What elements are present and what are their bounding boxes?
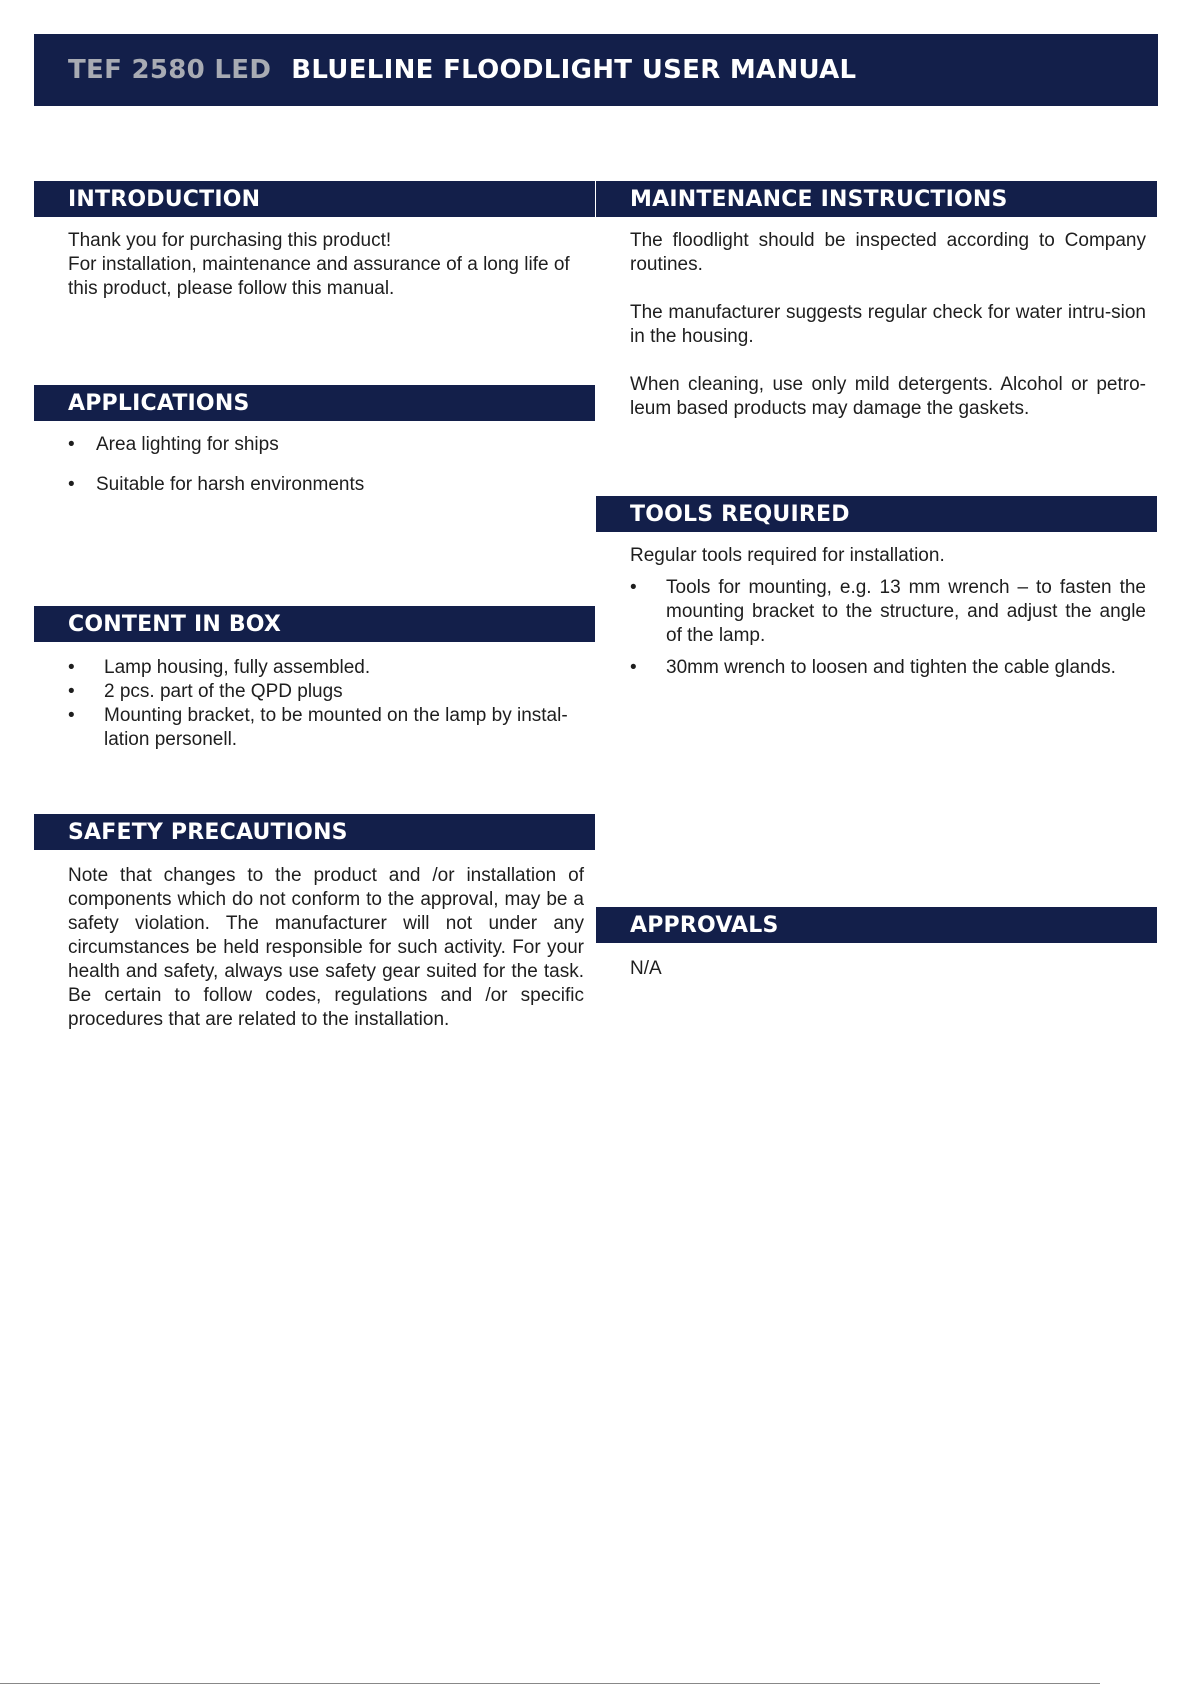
content-in-box-section: [34, 606, 595, 752]
list-item: • 30mm wrench to loosen and tighten the cable glands.: [630, 657, 1116, 678]
maintenance-paragraph-3: When cleaning, use only mild detergents. Alcohol or petro-leum based products may damage the gaskets.: [630, 374, 1146, 419]
bullet-icon: •: [68, 657, 75, 678]
maintenance-heading: MAINTENANCE INSTRUCTIONS: [630, 186, 1008, 212]
applications-list: [68, 433, 584, 497]
applications-section: [34, 385, 595, 513]
applications-body: [34, 421, 595, 497]
safety-heading: SAFETY PRECAUTIONS: [68, 819, 348, 845]
introduction-section: [34, 181, 595, 301]
content-in-box-heading-bar: [34, 606, 595, 642]
tools-heading-bar: [596, 496, 1157, 532]
tools-body: [596, 532, 1157, 680]
safety-section: [34, 814, 595, 1032]
list-item: • 2 pcs. part of the QPD plugs: [68, 681, 343, 702]
introduction-heading-bar: [34, 181, 595, 217]
bullet-icon: •: [68, 681, 75, 702]
bullet-icon: •: [630, 657, 637, 678]
approvals-body: [596, 943, 1157, 981]
bullet-icon: •: [68, 434, 75, 455]
approvals-text: N/A: [630, 958, 662, 979]
safety-body: [34, 850, 595, 1032]
maintenance-paragraph-1: The floodlight should be inspected according to Company routines.: [630, 230, 1146, 275]
approvals-section: [596, 907, 1157, 981]
bullet-icon: •: [630, 577, 637, 598]
applications-heading-bar: [34, 385, 595, 421]
list-item: • Suitable for harsh environments: [68, 474, 365, 495]
bullet-icon: •: [68, 705, 75, 726]
content-in-box-list: [68, 656, 584, 752]
maintenance-section: [596, 181, 1157, 421]
safety-text: Note that changes to the product and /or installation of components which do not conform to the approval, may be a safety violation. The manufacturer will not under any circumstances be held responsible for such activity. For your health and safety, always use safety gear suited for the task. Be certain to follow codes, regulations and /or specific procedures that are related to the installation.: [68, 865, 584, 1030]
bullet-icon: •: [68, 474, 75, 495]
tools-heading: TOOLS REQUIRED: [630, 501, 850, 527]
maintenance-body: [596, 217, 1157, 421]
tools-list: [630, 576, 1146, 680]
applications-heading: APPLICATIONS: [68, 390, 250, 416]
safety-heading-bar: [34, 814, 595, 850]
tools-section: [596, 496, 1157, 680]
maintenance-paragraph-2: The manufacturer suggests regular check for water intru-sion in the housing.: [630, 302, 1146, 347]
approvals-heading: APPROVALS: [630, 912, 779, 938]
model-name: TEF 2580 LED: [68, 55, 272, 85]
manual-title: BLUELINE FLOODLIGHT USER MANUAL: [291, 55, 857, 85]
maintenance-heading-bar: [596, 181, 1157, 217]
content-in-box-body: [34, 642, 595, 752]
introduction-line-1: Thank you for purchasing this product!: [68, 230, 392, 251]
footer-divider: [0, 1683, 1100, 1684]
list-item: • Mounting bracket, to be mounted on the lamp by instal-lation personell.: [68, 705, 568, 750]
list-item: • Lamp housing, fully assembled.: [68, 657, 371, 678]
content-in-box-heading: CONTENT IN BOX: [68, 611, 282, 637]
list-item: • Area lighting for ships: [68, 434, 279, 455]
header-bar: [34, 34, 1158, 106]
introduction-line-2: For installation, maintenance and assurance of a long life of this product, please follow this manual.: [68, 254, 570, 299]
introduction-heading: INTRODUCTION: [68, 186, 261, 212]
introduction-body: [34, 217, 595, 301]
approvals-heading-bar: [596, 907, 1157, 943]
tools-intro: Regular tools required for installation.: [630, 545, 945, 566]
list-item: • Tools for mounting, e.g. 13 mm wrench – to fasten the mounting bracket to the structure, and adjust the angle of the lamp.: [630, 577, 1146, 646]
